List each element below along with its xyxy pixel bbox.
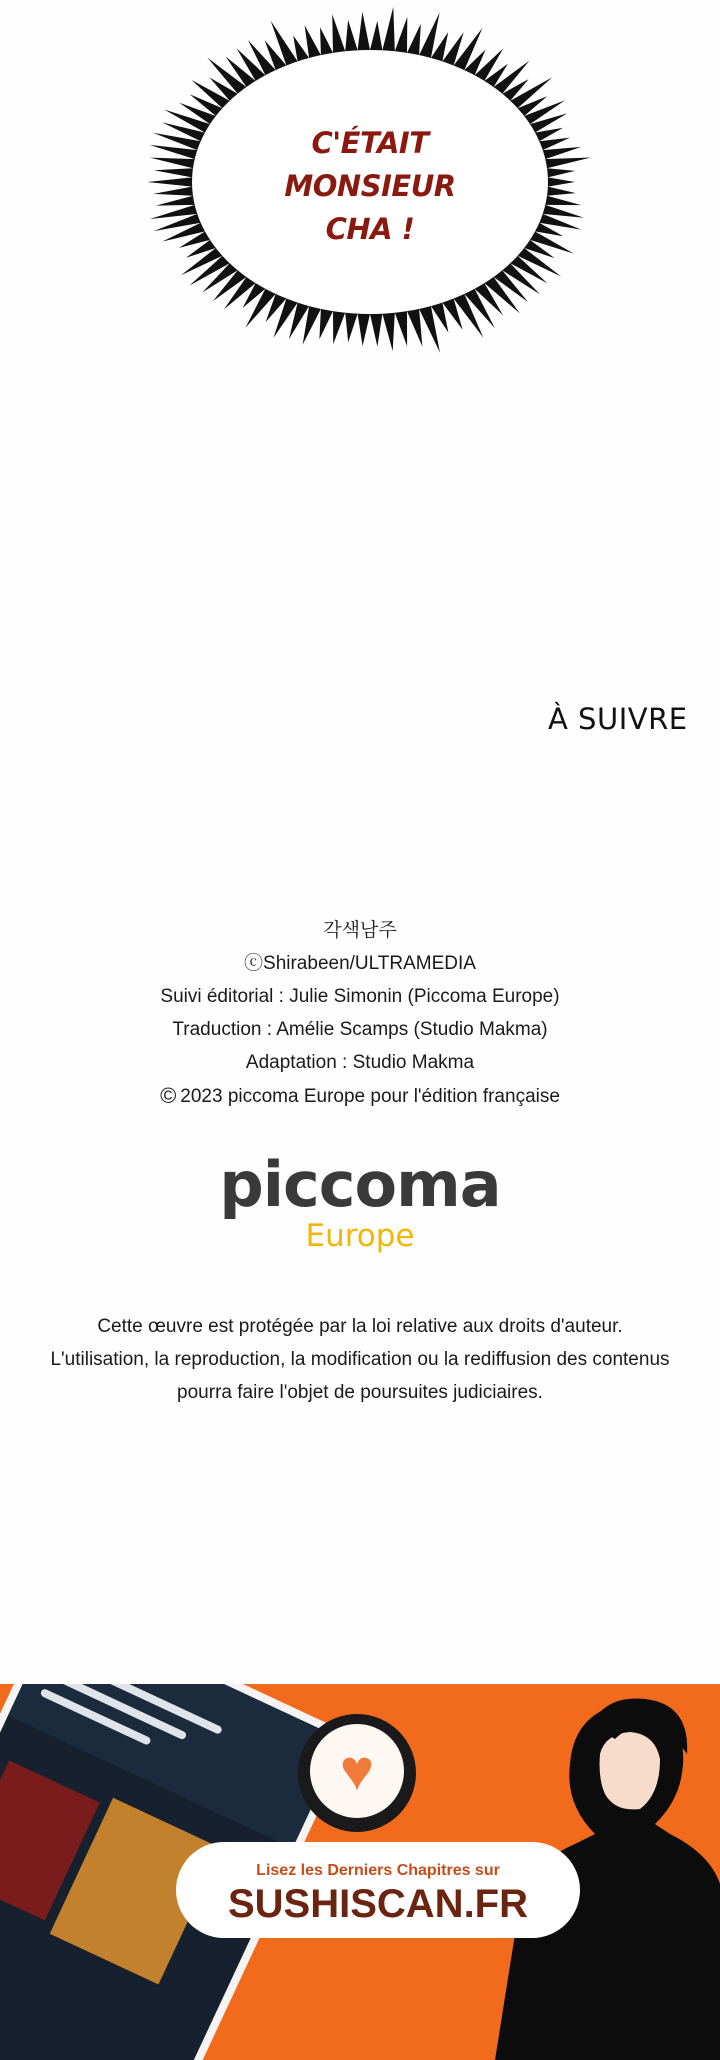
notice-line: L'utilisation, la reproduction, la modification ou la rediffusion des contenus	[50, 1349, 670, 1370]
credit-line: 각색남주	[323, 920, 397, 941]
sushi-logo-icon	[298, 1714, 416, 1832]
logo-region: Europe	[305, 1218, 415, 1254]
promo-banner[interactable]	[0, 1684, 720, 2060]
to-be-continued-label: À SUIVRE	[548, 702, 688, 736]
speech-bubble	[140, 0, 600, 370]
speech-line: CHA !	[325, 212, 415, 246]
credit-line: Adaptation : Studio Makma	[245, 1052, 475, 1073]
cta-tagline: Lisez les Derniers Chapitres sur	[256, 1862, 500, 1879]
credit-line: ⓒShirabeen/ULTRAMEDIA	[244, 953, 476, 974]
cta-site-link[interactable]: SUSHISCAN.FR	[227, 1882, 529, 1926]
copyright-text: 2023 piccoma Europe pour l'édition française	[180, 1086, 560, 1107]
heart-icon: ♥	[339, 1738, 375, 1803]
cta-pill[interactable]	[176, 1842, 580, 1938]
sushi-rice-icon	[310, 1724, 404, 1818]
credit-line: Suivi éditorial : Julie Simonin (Piccoma Europe)	[160, 986, 560, 1007]
credit-line: Traduction : Amélie Scamps (Studio Makma)	[172, 1019, 548, 1040]
credits-block	[0, 914, 720, 1112]
notice-line: Cette œuvre est protégée par la loi relative aux droits d'auteur.	[97, 1316, 623, 1337]
piccoma-europe-logo	[0, 1150, 720, 1256]
speech-line: MONSIEUR	[284, 169, 456, 203]
speech-bubble-text	[140, 122, 600, 251]
notice-line: pourra faire l'objet de poursuites judiciaires.	[177, 1382, 543, 1403]
logo-wordmark: piccoma	[219, 1148, 501, 1221]
copyright-notice	[0, 1310, 720, 1409]
credit-line-copyright	[0, 1079, 720, 1112]
copyright-icon: ©	[160, 1083, 177, 1108]
speech-line: C'ÉTAIT	[311, 126, 429, 160]
